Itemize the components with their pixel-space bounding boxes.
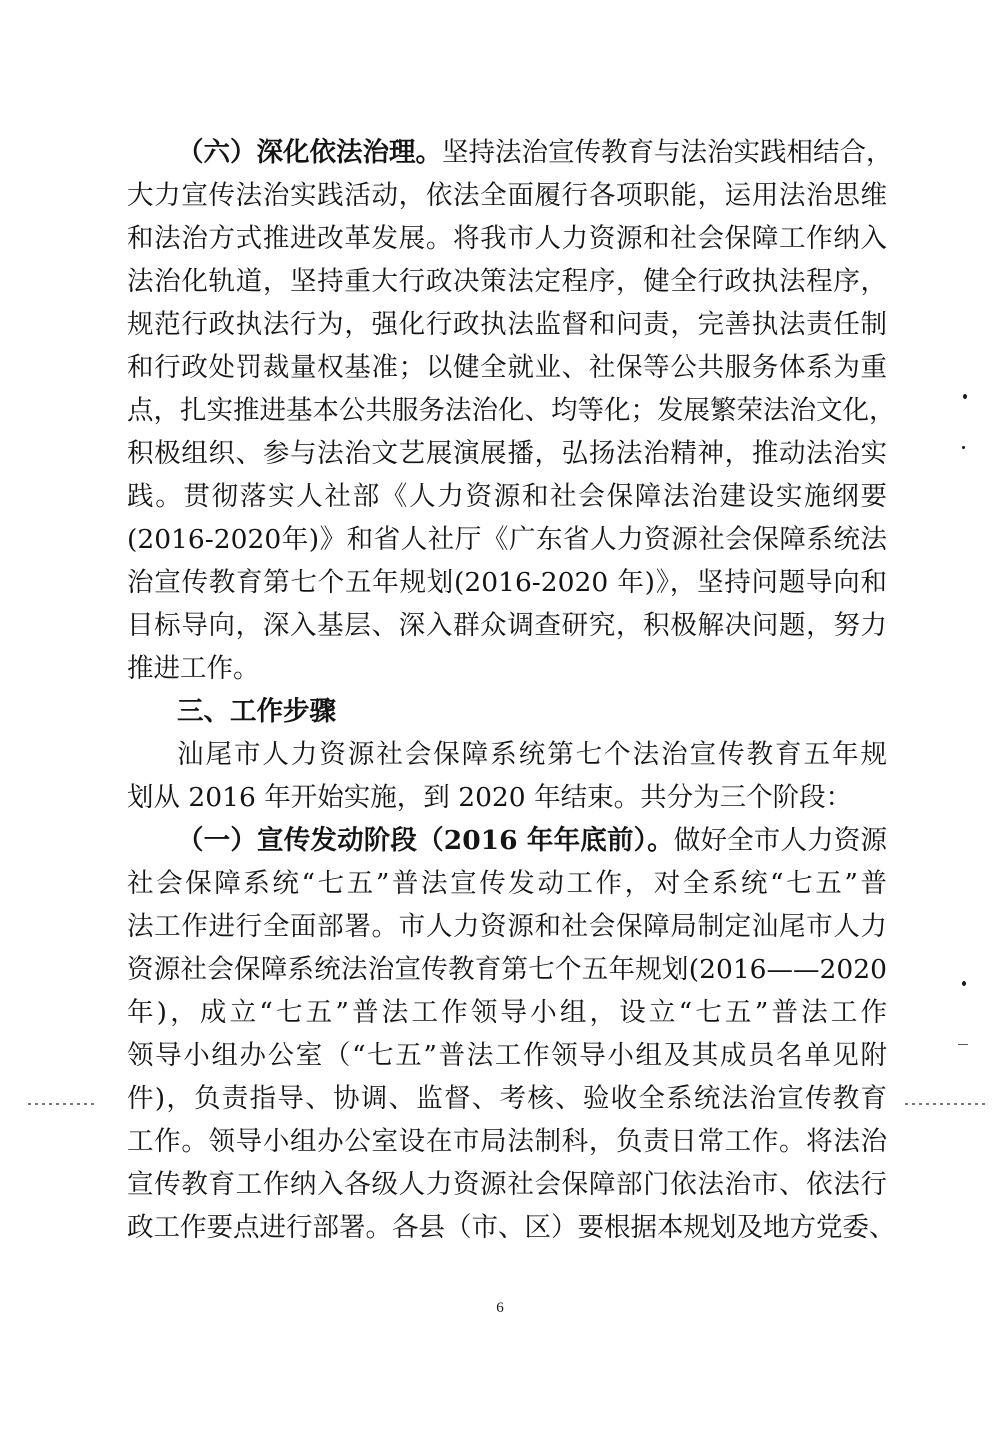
body-line: 领导小组办公室（“七五”普法工作领导小组及其成员名单见附 <box>127 1040 887 1071</box>
scan-speck <box>962 446 965 449</box>
body-line: 践。贯彻落实人社部《人力资源和社会保障法治建设实施纲要 <box>127 481 887 512</box>
body-line: 点，扎实推进基本公共服务法治化、均等化；发展繁荣法治文化， <box>127 395 896 426</box>
body-line: 社会保障系统“七五”普法宣传发动工作，对全系统“七五”普 <box>127 868 887 899</box>
body-line: 规范行政执法行为，强化行政执法监督和问责，完善执法责任制 <box>127 309 887 340</box>
scan-mark <box>958 1044 968 1045</box>
section-six-text: 坚持法治宣传教育与法治实践相结合， <box>442 137 893 168</box>
body-line: 件)，负责指导、协调、监督、考核、验收全系统法治宣传教育 <box>127 1083 887 1114</box>
body-line: 汕尾市人力资源社会保障系统第七个法治宣传教育五年规 <box>177 739 887 770</box>
section-six-first-line <box>177 133 893 173</box>
stage-one-text: 做好全市人力资源 <box>673 825 888 856</box>
body-line: 法治化轨道，坚持重大行政决策法定程序，健全行政执法程序， <box>127 266 887 297</box>
section-six-heading: （六）深化依法治理。 <box>177 137 442 168</box>
body-line: 和行政处罚裁量权基准；以健全就业、社保等公共服务体系为重 <box>127 352 887 383</box>
body-line: 和法治方式推进改革发展。将我市人力资源和社会保障工作纳入 <box>127 223 887 254</box>
stage-one-heading: （一）宣传发动阶段（2016 年年底前）。 <box>177 825 674 856</box>
body-line: 推进工作。 <box>127 653 260 684</box>
body-line: 政工作要点进行部署。各县（市、区）要根据本规划及地方党委、 <box>127 1212 896 1243</box>
body-line: 工作。领导小组办公室设在市局法制科，负责日常工作。将法治 <box>127 1126 887 1157</box>
scan-speck <box>963 394 967 399</box>
scan-rule-left <box>28 1103 98 1105</box>
body-line: 目标导向，深入基层、深入群众调查研究，积极解决问题，努力 <box>127 610 887 641</box>
stage-one-first-line <box>177 821 887 861</box>
body-line: 年)，成立“七五”普法工作领导小组，设立“七五”普法工作 <box>127 997 887 1028</box>
section-three-heading: 三、工作步骤 <box>177 696 336 727</box>
body-line: (2016-2020年)》和省人社厅《广东省人力资源社会保障系统法 <box>127 524 887 555</box>
body-line: 资源社会保障系统法治宣传教育第七个五年规划(2016——2020 <box>127 954 887 985</box>
scan-rule-right <box>905 1103 985 1105</box>
body-line: 治宣传教育第七个五年规划(2016-2020 年)》，坚持问题导向和 <box>127 567 887 598</box>
body-line: 积极组织、参与法治文艺展演展播，弘扬法治精神，推动法治实 <box>127 438 887 469</box>
body-line: 划从 2016 年开始实施，到 2020 年结束。共分为三个阶段： <box>127 782 853 813</box>
body-line: 法工作进行全面部署。市人力资源和社会保障局制定汕尾市人力 <box>127 911 887 942</box>
scan-speck <box>962 981 966 986</box>
page-number: 6 <box>496 1300 504 1316</box>
body-line: 大力宣传法治实践活动，依法全面履行各项职能，运用法治思维 <box>127 180 887 211</box>
body-line: 宣传教育工作纳入各级人力资源社会保障部门依法治市、依法行 <box>127 1169 887 1200</box>
